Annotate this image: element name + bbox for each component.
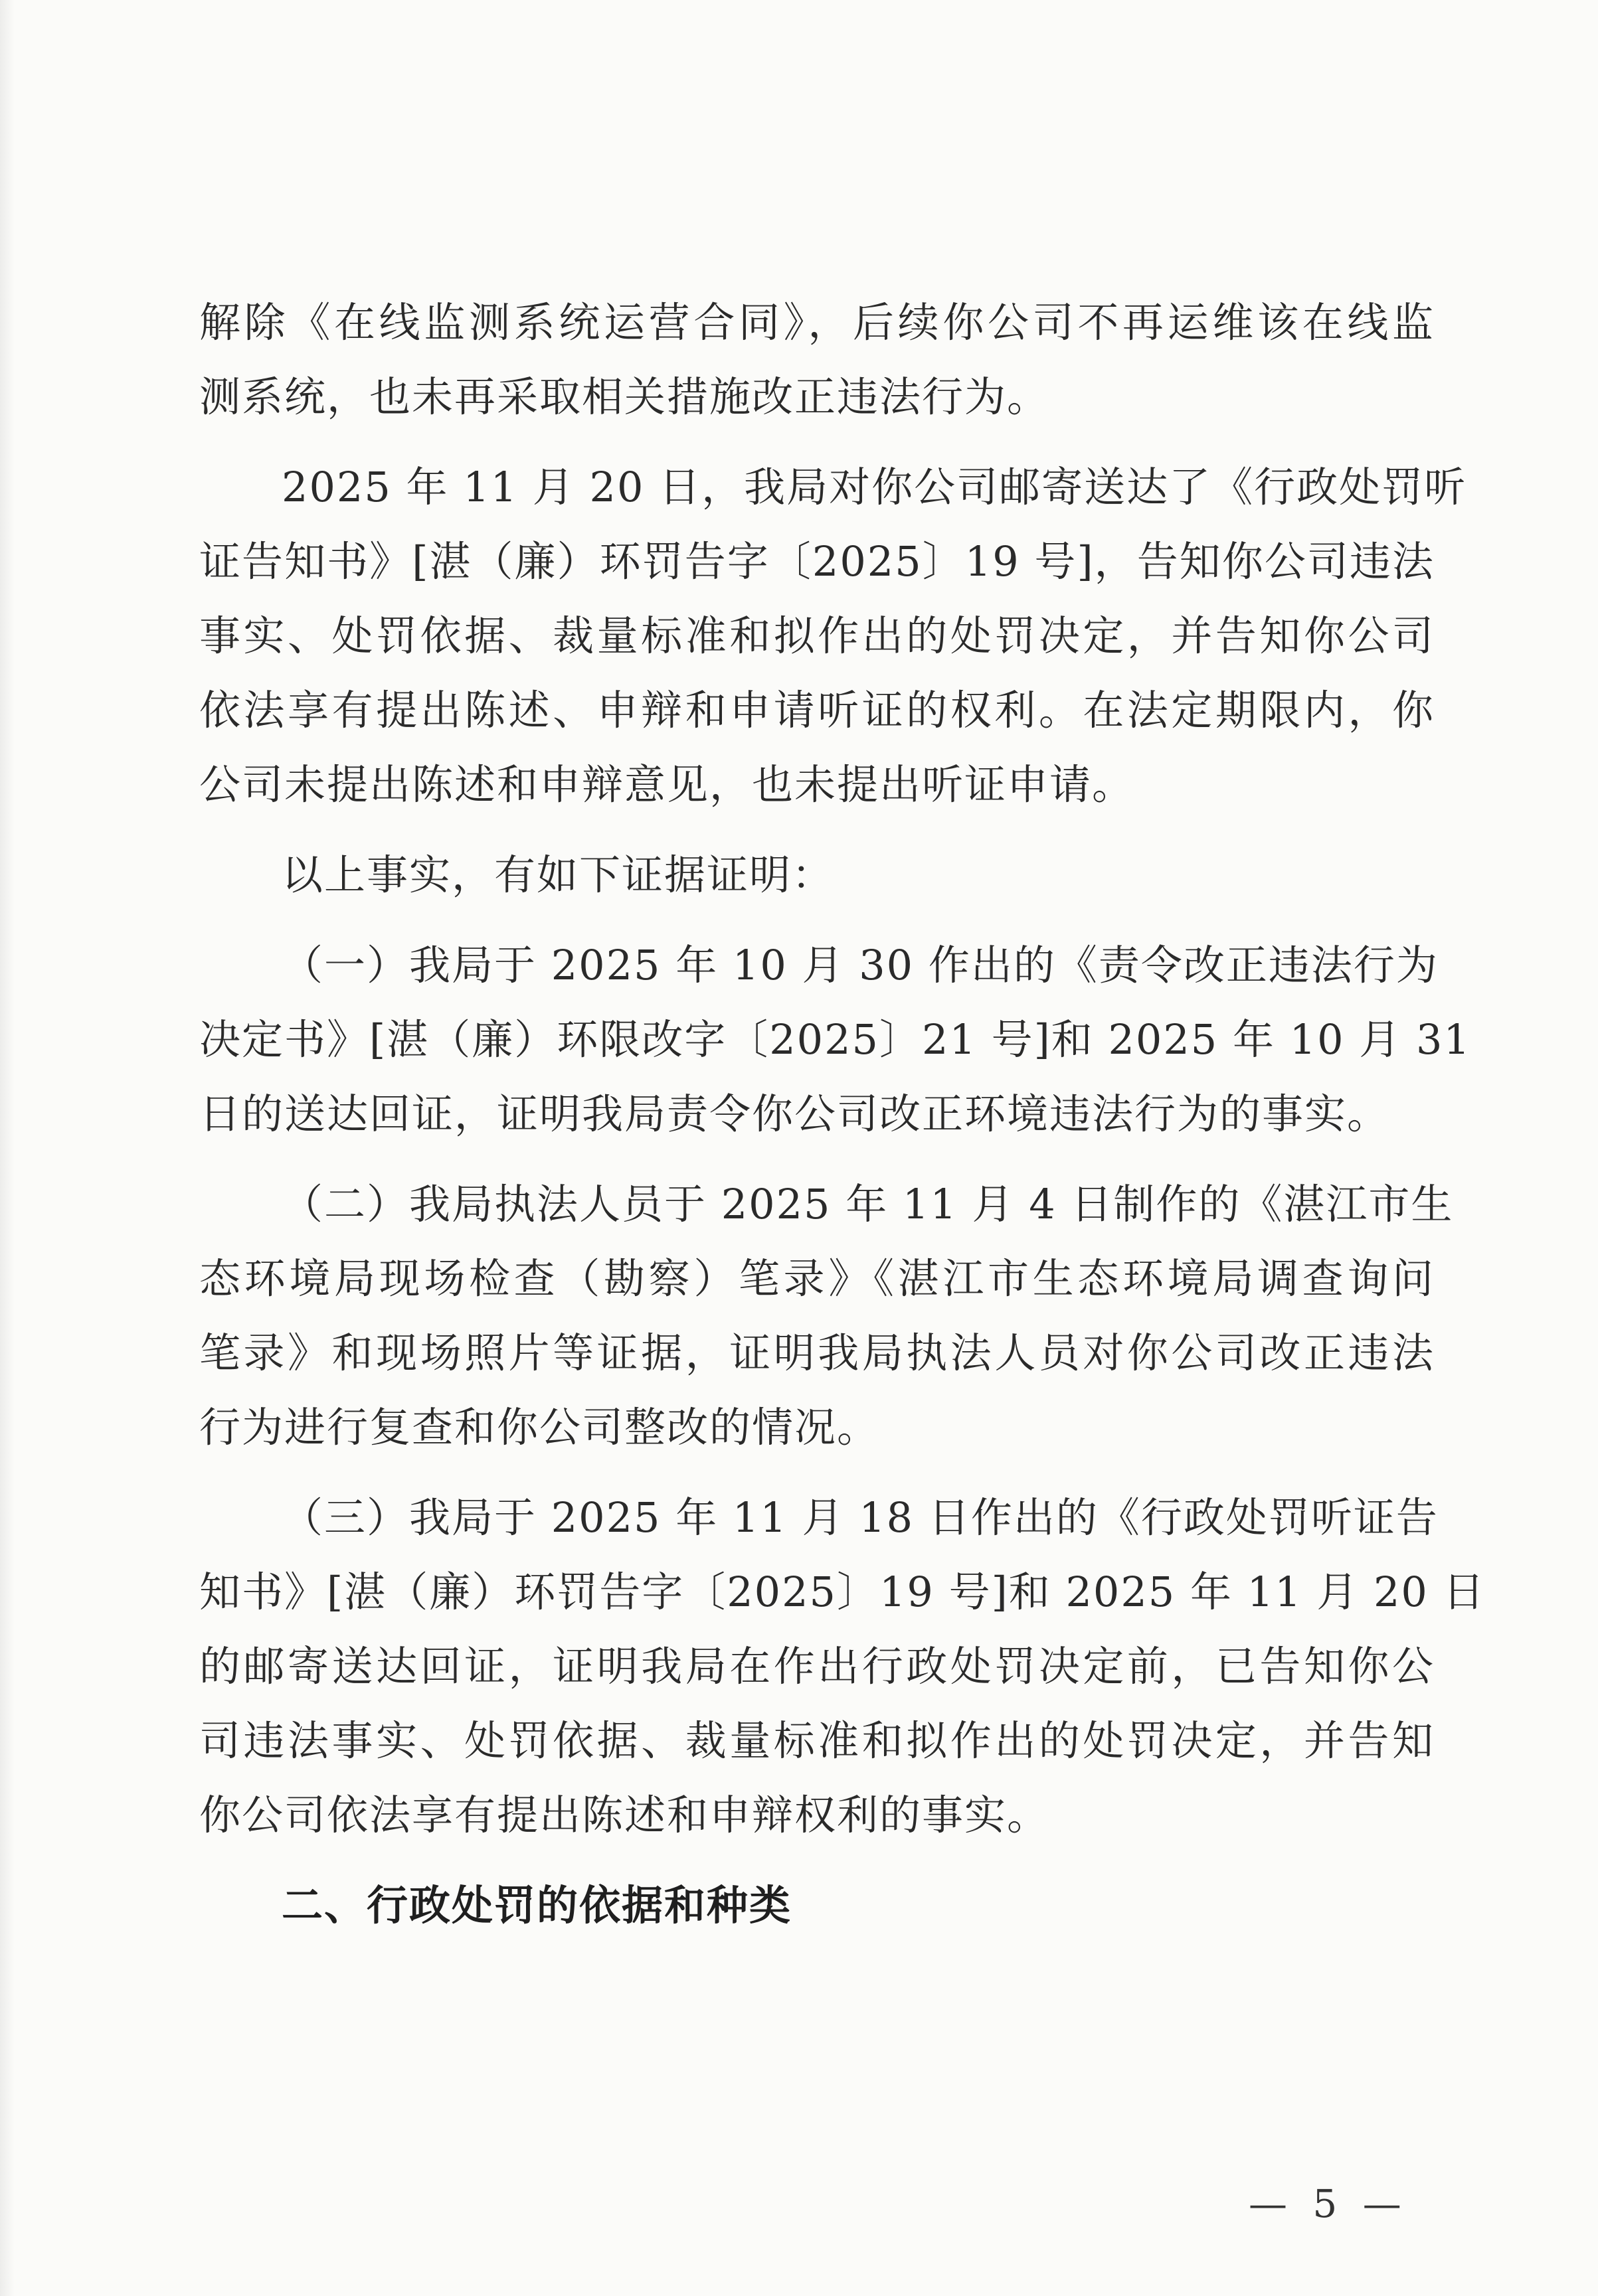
text-line: 测系统，也未再采取相关措施改正违法行为。 [199, 372, 1050, 421]
text-line: 2025 年 11 月 20 日，我局对你公司邮寄送达了《行政处罚听 [282, 463, 1467, 511]
text-line: 解除《在线监测系统运营合同》，后续你公司不再运维该在线监 [199, 298, 1435, 347]
text-line: （二）我局执法人员于 2025 年 11 月 4 日制作的《湛江市生 [282, 1180, 1454, 1228]
text-line: （三）我局于 2025 年 11 月 18 日作出的《行政处罚听证告 [282, 1493, 1439, 1542]
text-line: 证告知书》[湛（廉）环罚告字〔2025〕19 号]，告知你公司违法 [199, 537, 1435, 586]
text-line: 态环境局现场检查（勘察）笔录》《湛江市生态环境局调查询问 [199, 1254, 1435, 1303]
text-line: 司违法事实、处罚依据、裁量标准和拟作出的处罚决定，并告知 [199, 1716, 1435, 1765]
section-heading: 二、行政处罚的依据和种类 [282, 1881, 792, 1929]
text-line: 知书》[湛（廉）环罚告字〔2025〕19 号]和 2025 年 11 月 20 日 [199, 1568, 1486, 1616]
document-body [199, 286, 1486, 1943]
text-line: 事实、处罚依据、裁量标准和拟作出的处罚决定，并告知你公司 [199, 612, 1435, 660]
text-line: 依法享有提出陈述、申辩和申请听证的权利。在法定期限内，你 [199, 686, 1435, 734]
text-line: 以上事实，有如下证据证明： [282, 851, 835, 899]
paragraph [199, 286, 1435, 434]
paragraph [199, 838, 1435, 912]
text-line: 行为进行复查和你公司整改的情况。 [199, 1403, 880, 1451]
page-edge-shadow [0, 0, 15, 2296]
text-line: （一）我局于 2025 年 10 月 30 作出的《责令改正违法行为 [282, 941, 1439, 989]
page-number: — 5 — [1249, 2181, 1408, 2226]
text-line: 的邮寄送达回证，证明我局在作出行政处罚决定前，已告知你公 [199, 1642, 1435, 1690]
text-line: 你公司依法享有提出陈述和申辩权利的事实。 [199, 1791, 1050, 1839]
paragraph [199, 1167, 1454, 1465]
text-line: 公司未提出陈述和申辩意见，也未提出听证申请。 [199, 760, 1135, 809]
text-line: 决定书》[湛（廉）环限改字〔2025〕21 号]和 2025 年 10 月 31 [199, 1015, 1471, 1064]
paragraph [199, 1481, 1486, 1852]
text-line: 日的送达回证，证明我局责令你公司改正环境违法行为的事实。 [199, 1090, 1390, 1138]
text-line: 笔录》和现场照片等证据，证明我局执法人员对你公司改正违法 [199, 1329, 1435, 1377]
paragraph [199, 928, 1471, 1151]
paragraph [199, 450, 1467, 822]
